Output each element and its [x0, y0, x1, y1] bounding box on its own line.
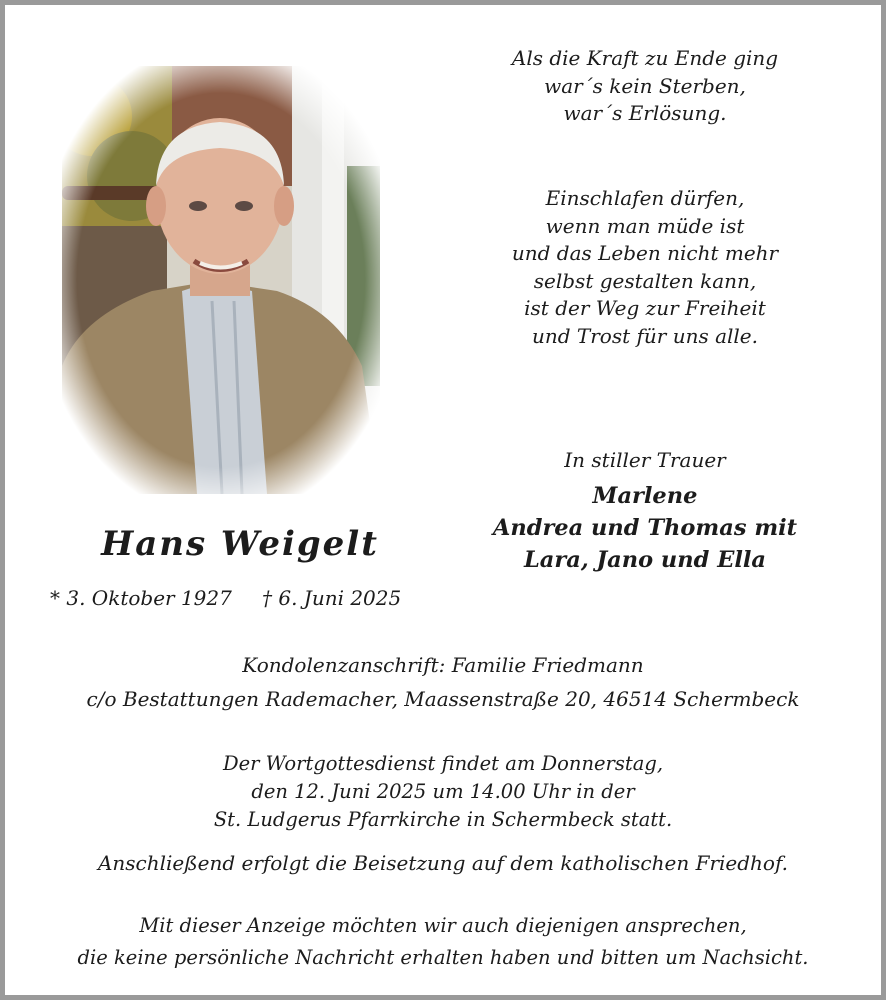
mourning-intro: In stiller Trauer [564, 448, 726, 472]
poem-line: und das Leben nicht mehr [511, 241, 779, 265]
poem-line: wenn man müde ist [545, 213, 745, 238]
service-info [20, 750, 866, 834]
burial-info: Anschließend erfolgt die Beisetzung auf dem katholischen Friedhof. [97, 851, 789, 875]
poem-line: ist der Weg zur Freiheit [524, 296, 766, 320]
condolence-line: Kondolenzanschrift: Familie Friedmann [242, 653, 644, 677]
notice-line: die keine persönliche Nachricht erhalten haben und bitten um Nachsicht. [77, 946, 809, 969]
service-line: Der Wortgottesdienst findet am Donnerstag, [222, 752, 664, 775]
poem-line: Einschlafen dürfen, [545, 186, 745, 210]
mourner-line: Andrea und Thomas mit [492, 515, 798, 541]
poem-line: Als die Kraft zu Ende ging [511, 46, 779, 70]
poem-line: und Trost für uns alle. [531, 323, 758, 348]
closing-notice [20, 910, 866, 974]
poem-line: war´s kein Sterben, [544, 73, 746, 98]
poem-line: war´s Erlösung. [563, 101, 727, 125]
condolence-line: c/o Bestattungen Rademacher, Maassenstraße 20, 46514 Schermbeck [86, 687, 800, 711]
poem-stanza-2 [440, 185, 850, 350]
condolence-address [20, 648, 866, 716]
poem-stanza-1 [440, 45, 850, 128]
death-date: † 6. Juni 2025 [262, 586, 402, 610]
poem-line: selbst gestalten kann, [533, 268, 757, 293]
mourner-line: Marlene [592, 483, 698, 509]
birth-date: * 3. Oktober 1927 [50, 586, 232, 610]
service-line: den 12. Juni 2025 um 14.00 Uhr in der [251, 780, 635, 803]
notice-line: Mit dieser Anzeige möchten wir auch diejenigen ansprechen, [139, 914, 747, 937]
portrait-photo [62, 66, 380, 494]
deceased-name: Hans Weigelt [101, 524, 379, 564]
mourner-names [440, 480, 850, 576]
service-line: St. Ludgerus Pfarrkirche in Schermbeck statt. [213, 808, 673, 831]
mourner-line: Lara, Jano und Ella [523, 547, 767, 573]
